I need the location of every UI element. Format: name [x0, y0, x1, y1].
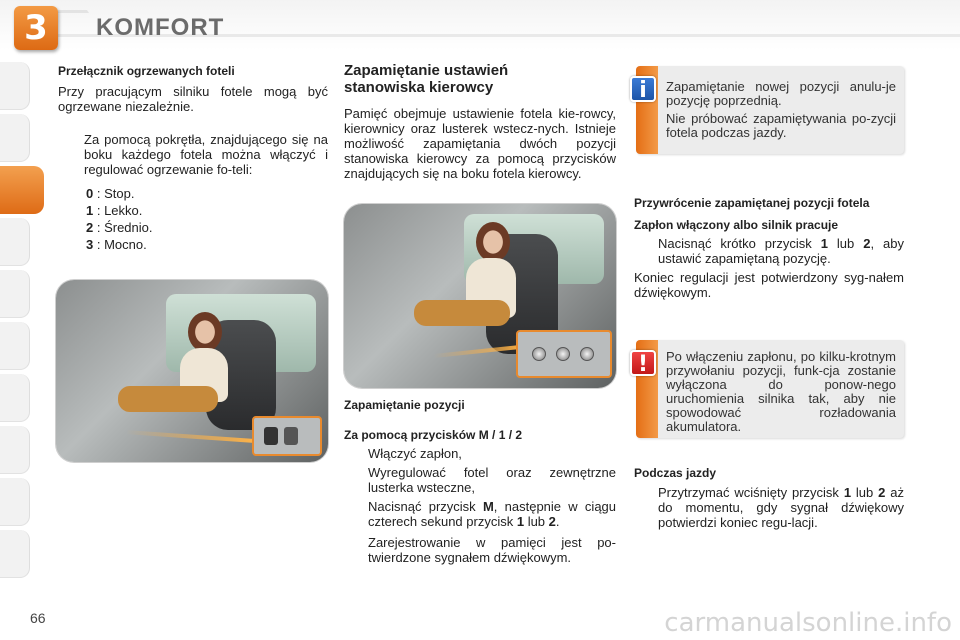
- memory-steps-section: [344, 398, 616, 565]
- heating-level-1: 1 : Lekko.: [86, 203, 143, 218]
- fig-driver-legs: [118, 386, 218, 412]
- driving-step: Przytrzymać wciśnięty przycisk 1 lub 2 aż do momentu, gdy sygnał dźwiękowy potwierdzi koniec regu-lacji.: [658, 485, 904, 530]
- chapter-badge: 3: [14, 6, 58, 50]
- chapter-title: KOMFORT: [96, 14, 225, 41]
- warning-icon: !: [630, 350, 656, 376]
- heating-level-2: 2 : Średnio.: [86, 220, 153, 235]
- heated-seat-illustration: [56, 280, 328, 462]
- seat-heating-title: Przełącznik ogrzewanych foteli: [58, 64, 235, 78]
- fig2-memory-buttons-inset: [516, 330, 612, 378]
- recall-confirm: Koniec regulacji jest potwierdzony syg-nałem dźwiękowym.: [634, 270, 904, 300]
- warning-note-text: Po włączeniu zapłonu, po kilku-krotnym przywołaniu pozycji, funk-cja zostanie wyłączona do ponow-nego uruchomienia silnika tak, aby nie spowodować rozładowania akumulatora.: [666, 349, 896, 434]
- chapter-tab-10[interactable]: [0, 530, 30, 578]
- chapter-tab-9[interactable]: [0, 478, 30, 526]
- seat-heating-intro: Przy pracującym silniku fotele mogą być ogrzewane niezależnie.: [58, 84, 328, 114]
- watermark: carmanualsonline.info: [664, 608, 952, 638]
- recall-title: Przywrócenie zapamiętanej pozycji fotela: [634, 196, 870, 210]
- info-note-p1: Zapamiętanie nowej pozycji anulu-je pozycję poprzednią.: [666, 79, 896, 108]
- chapter-tab-4[interactable]: [0, 218, 30, 266]
- fig2-memory-button-1: [556, 347, 570, 361]
- fig2-driver-head: [476, 222, 510, 262]
- chapter-tabs: [0, 62, 34, 582]
- memory-confirm: Zarejestrowanie w pamięci jest po-twierdzone sygnałem dźwiękowym.: [368, 535, 616, 565]
- info-icon: i: [630, 76, 656, 102]
- fig2-memory-button-m: [532, 347, 546, 361]
- fig2-memory-button-2: [580, 347, 594, 361]
- seat-heating-bullet: [58, 132, 328, 177]
- warning-note-box: [636, 340, 904, 438]
- seat-heating-bullet-text: Za pomocą pokrętła, znajdującego się na boku każdego fotela można włączyć i regulować ogrzewanie fo-teli:: [84, 132, 328, 177]
- chapter-tab-1[interactable]: [0, 62, 30, 110]
- recall-step: Nacisnąć krótko przycisk 1 lub 2, aby ustawić zapamiętaną pozycję.: [658, 236, 905, 266]
- memory-seat-illustration: [344, 204, 616, 388]
- fig2-driver-legs: [414, 300, 510, 326]
- recall-section: [634, 196, 904, 300]
- driving-section: [634, 466, 904, 530]
- chapter-tab-3-active[interactable]: [0, 166, 44, 214]
- memory-title-line1: Zapamiętanie ustawień: [344, 62, 509, 79]
- chapter-tab-6[interactable]: [0, 322, 30, 370]
- fig-indicator-line: [126, 430, 256, 443]
- seat-heating-section: [58, 64, 328, 253]
- fig-heating-knob-2: [284, 427, 298, 445]
- info-note-p2: Nie próbować zapamiętywania po-zycji fotela podczas jazdy.: [666, 111, 896, 140]
- page-number: 66: [30, 610, 46, 626]
- memory-step-2: Wyregulować fotel oraz zewnętrzne lusterka wsteczne,: [368, 465, 616, 495]
- heating-level-3: 3 : Mocno.: [86, 237, 147, 252]
- chapter-tab-2[interactable]: [0, 114, 30, 162]
- chapter-tab-8[interactable]: [0, 426, 30, 474]
- fig-heating-knob-inset: [252, 416, 322, 456]
- driving-title: Podczas jazdy: [634, 466, 717, 480]
- info-note-text: [666, 80, 896, 140]
- memory-step-3: Nacisnąć przycisk M, następnie w ciągu czterech sekund przycisk 1 lub 2.: [368, 499, 617, 529]
- chapter-tab-5[interactable]: [0, 270, 30, 318]
- info-note-box: [636, 66, 904, 154]
- recall-subtitle: Zapłon włączony albo silnik pracuje: [634, 218, 839, 232]
- memory-buttons-subtitle: Za pomocą przycisków M / 1 / 2: [344, 428, 523, 442]
- memory-position-title: Zapamiętanie pozycji: [344, 398, 465, 412]
- heating-levels: [58, 185, 328, 253]
- memory-title-line2: stanowiska kierowcy: [344, 79, 494, 96]
- memory-intro: Pamięć obejmuje ustawienie fotela kie-rowcy, kierownicy oraz lusterek wstecz-nych. Istnieje możliwość zapamiętania dwóch pozycji stanowiska kierowcy za pomocą przycisków znajdujących się na boku fotela kierowcy.: [344, 106, 616, 181]
- fig-heating-knob: [264, 427, 278, 445]
- heating-level-0: 0 : Stop.: [86, 186, 135, 201]
- fig-driver-head: [188, 312, 222, 352]
- chapter-tab-7[interactable]: [0, 374, 30, 422]
- memory-section: [344, 62, 616, 181]
- memory-step-1: Włączyć zapłon,: [368, 446, 462, 461]
